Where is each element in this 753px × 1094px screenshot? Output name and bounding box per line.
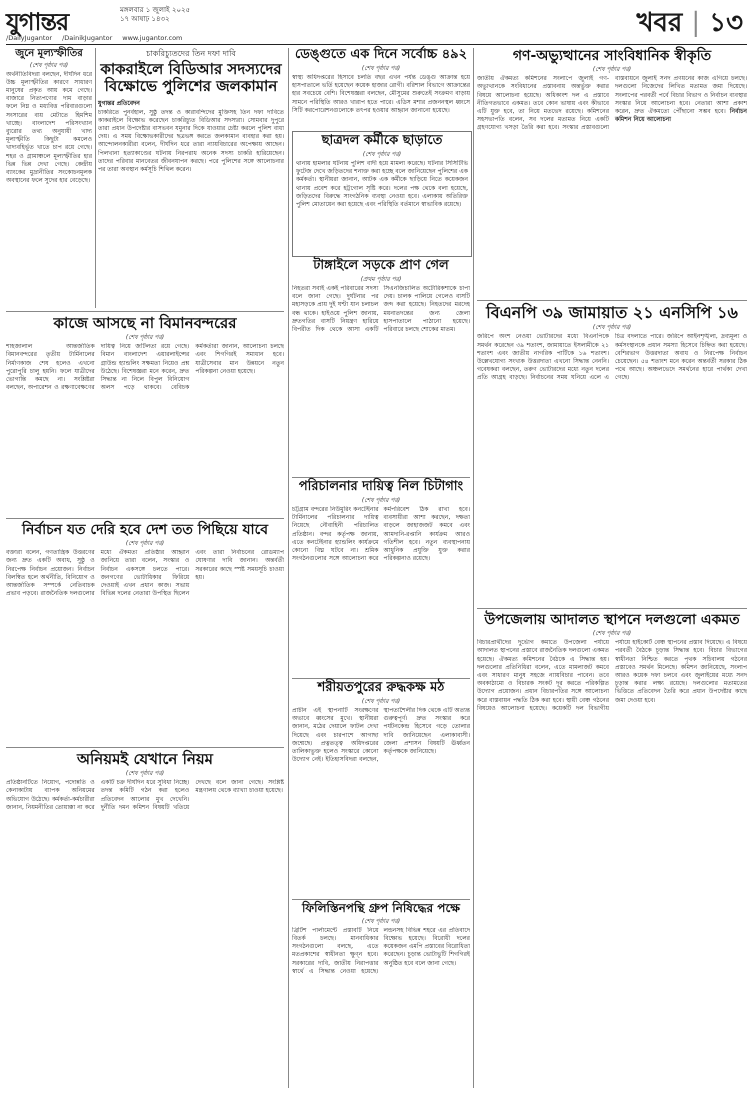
article-body: চাকরিতে পুনর্বহাল, সুষ্ঠু তদন্ত ও কারাবন্দিদের মুক্তিসহ তিন দফা দাবিতে কাকরাইলে বিক্ষোভ করেছেন চাকরিচ্যুত বিডিআর সদস্যরা। সোমবার দুপুরে তারা প্রধান উপদেষ্টার বাসভবন যমুনার দিকে যাওয়ার চেষ্টা করলে পুলিশ বাধা দেয়। এ সময় বিক্ষোভকারীদের ছত্রভঙ্গ করতে জলকামান ব্যবহার করা হয়। আন্দোলনকারীরা বলেন, দীর্ঘদিন ধরে তারা ন্যায়বিচারের অপেক্ষায় আছেন। পিলখানা হত্যাকাণ্ডের ঘটনায় নিরপরাধ অনেক সদস্য চাকরি হারিয়েছেন। তাদের পরিবার মানবেতর জীবনযাপন করছে। পরে পুলিশের সঙ্গে আলোচনার পর তারা অবস্থান কর্মসূচি শিথিল করেন। <box>98 108 284 173</box>
kicker: চাকরিচ্যুতদের তিন দফা দাবি <box>146 49 236 58</box>
article-chhatradal <box>292 131 472 257</box>
article-body: চট্টগ্রাম বন্দরের নিউমুরিং কনটেইনার টার্মিনালের পরিচালনার দায়িত্ব নিয়েছে নৌবাহিনী পরিচালিত প্রতিষ্ঠান। বন্দর কর্তৃপক্ষ জানায়, এতে কনটেইনার হ্যান্ডলিং কার্যক্রমে কোনো বিঘ্ন ঘটবে না। শ্রমিক সংগঠনগুলোর সঙ্গে আলোচনা করে কর্মপরিবেশ ঠিক রাখা হবে। ব্যবসায়ীরা আশা করছেন, দক্ষতা বাড়লে জাহাজজট কমবে এবং আমদানি-রপ্তানি কার্যক্রম আরও গতিশীল হবে। নতুন ব্যবস্থাপনায় আধুনিক প্রযুক্তি যুক্ত করার পরিকল্পনাও রয়েছে। <box>292 505 470 563</box>
twitter-link[interactable]: /DainikJugantor <box>62 34 113 42</box>
section-rule <box>6 747 284 748</box>
article-text: জাতীয় ঐকমত্য কমিশনের সংলাপে জুলাই গণ-অভ্যুত্থানকে সংবিধানের প্রস্তাবনায় অন্তর্ভুক্ত করার বিষয়ে আলোচনা হয়েছে। অধিকাংশ দল এ প্রস্তাবে নীতিগতভাবে একমত। তবে কোন ভাষায় এবং কীভাবে এটি যুক্ত হবে, তা নিয়ে মতভেদ রয়েছে। কমিশনের সহসভাপতি বলেন, সব দলের মতামত নিয়ে একটি গ্রহণযোগ্য খসড়া তৈরি করা হবে। সংস্কার প্রস্তাবগুলো বাস্তবায়নে জুলাই সনদ প্রণয়নের কাজ এগিয়ে চলছে। দলগুলো নিজেদের লিখিত মতামত জমা দিয়েছে। সংলাপের পরবর্তী পর্বে বিচার বিভাগ ও নির্বাচন ব্যবস্থার সংস্কার নিয়ে আলোচনা হবে। নেতারা আশা প্রকাশ করেন, দ্রুত ঐকমত্যে পৌঁছানো সম্ভব হবে। <box>477 75 747 132</box>
column-divider <box>95 48 96 308</box>
article-body: ব্রিটিশ পার্লামেন্টে প্রস্তাবটি নিয়ে বিতর্ক চলছে। মানবাধিকার সংগঠনগুলো বলছে, এতে মতপ্রকাশের স্বাধীনতা ক্ষুণ্ন হবে। সরকারের দাবি, জাতীয় নিরাপত্তার স্বার্থে এ সিদ্ধান্ত নেওয়া হয়েছে। লন্ডনসহ বিভিন্ন শহরে এর প্রতিবাদে বিক্ষোভ হয়েছে। বিরোধী দলের কয়েকজন এমপি প্রস্তাবের বিরোধিতা করেছেন। চূড়ান্ত ভোটাভুটি শিগগিরই অনুষ্ঠিত হবে বলে জানা গেছে। <box>292 926 470 975</box>
article-body: জরিপে অংশ নেওয়া ভোটারদের মধ্যে বিএনপিকে সমর্থন করেছেন ৩৯ শতাংশ, জামায়াতে ইসলামীকে ২১ শতাংশ এবং জাতীয় নাগরিক পার্টিকে ১৬ শতাংশ। উল্লেখযোগ্য সংখ্যক উত্তরদাতা এখনো সিদ্ধান্ত নেননি। গবেষকরা বলছেন, তরুণ ভোটারদের মধ্যে নতুন দলের প্রতি আগ্রহ বাড়ছে। নির্বাচনের সময় ঘনিয়ে এলে এ চিত্র বদলাতে পারে। জরিপে আইনশৃঙ্খলা, দ্রব্যমূল্য ও কর্মসংস্থানকে প্রধান সমস্যা হিসেবে চিহ্নিত করা হয়েছে। বেশিরভাগ উত্তরদাতা অবাধ ও নিরপেক্ষ নির্বাচন চেয়েছেন। ৫৪ শতাংশ মনে করেন অন্তর্বর্তী সরকার ঠিক পথে আছে। অঞ্চলভেদে সমর্থনের হারে পার্থক্য দেখা গেছে। <box>477 333 747 382</box>
date-info <box>120 6 190 24</box>
article-inflation <box>6 48 92 308</box>
section-header <box>636 2 743 46</box>
section-rule <box>6 518 284 519</box>
article-upazila-court <box>477 612 747 1088</box>
headline: অনিয়মই যেখানে নিয়ম <box>77 750 213 768</box>
continuation-note: (শেষ পৃষ্ঠার পর) <box>592 66 632 74</box>
continuation-note: (শেষ পৃষ্ঠার পর) <box>125 334 165 342</box>
article-bdr-protest <box>98 48 284 308</box>
section-rule <box>477 300 747 301</box>
column-divider <box>288 48 289 1088</box>
headline: কাকরাইলে বিডিআর সদস্যদের বিক্ষোভে পুলিশের জলকামান <box>100 60 282 96</box>
headline: জুনে মূল্যস্ফীতির <box>15 48 83 59</box>
article-body: শাহজালাল আন্তর্জাতিক বিমানবন্দরের তৃতীয় টার্মিনালের নির্মাণকাজ শেষ হলেও এখনো পুরোপুরি চালু হয়নি। ফলে যাত্রীদের ভোগান্তি কমছে না। সংশ্লিষ্টরা বলছেন, অপারেশন ও রক্ষণাবেক্ষণের দায়িত্ব নিয়ে জটিলতা রয়ে গেছে। বিমান বাংলাদেশ এয়ারলাইন্সের গ্রাউন্ড হ্যান্ডলিং সক্ষমতা নিয়েও প্রশ্ন উঠেছে। বিশেষজ্ঞরা মনে করেন, দ্রুত সিদ্ধান্ত না নিলে বিপুল বিনিয়োগ অলস পড়ে থাকবে। বেবিচক কর্মকর্তারা জানান, আলোচনা চলছে এবং শিগগিরই সমাধান হবে। যাত্রীসেবার মান উন্নয়নে নতুন পরিকল্পনা নেওয়া হয়েছে। <box>6 343 284 392</box>
date-line-bangla: ১৭ আষাঢ় ১৪৩২ <box>120 15 170 23</box>
article-body: থানায় হামলার ঘটনায় পুলিশ বাদী হয়ে মামলা করেছে। ঘটনার সিসিটিভি ফুটেজ দেখে জড়িতদের শনাক্ত করা হচ্ছে বলে জানিয়েছেন পুলিশের এক কর্মকর্তা। স্থানীয়রা জানান, আটক এক কর্মীকে ছাড়িয়ে নিতে কয়েকজন থানায় প্রবেশ করে হট্টগোল সৃষ্টি করে। দলের পক্ষ থেকে বলা হয়েছে, জড়িতদের বিরুদ্ধে সাংগঠনিক ব্যবস্থা নেওয়া হবে। এলাকায় অতিরিক্ত পুলিশ মোতায়েন করা হয়েছে এবং পরিস্থিতি বর্তমানে স্বাভাবিক রয়েছে। <box>296 159 468 208</box>
article-body: প্রতিষ্ঠানটিতে নিয়োগ, পদোন্নতি ও কেনাকাটায় ব্যাপক অনিয়মের অভিযোগ উঠেছে। কর্মকর্তা-কর্মচারীরা জানান, নিয়মনীতির তোয়াক্কা না করে একটি চক্র দীর্ঘদিন ধরে সুবিধা নিচ্ছে। তদন্ত কমিটি গঠন করা হলেও প্রতিবেদন আলোর মুখ দেখেনি। দুর্নীতি দমন কমিশন বিষয়টি খতিয়ে দেখছে বলে জানা গেছে। সংশ্লিষ্ট মন্ত্রণালয় থেকে ব্যাখ্যা চাওয়া হয়েছে। <box>6 779 284 811</box>
headline: কাজে আসছে না বিমানবন্দরের <box>53 314 237 332</box>
masthead-rule <box>6 44 747 45</box>
article-chittagong-port <box>292 480 470 675</box>
article-constitutional-recognition <box>477 48 747 296</box>
article-body: অর্থনীতিবিদরা বলছেন, দীর্ঘদিন ধরে উচ্চ মূল্যস্ফীতির কারণে সাধারণ মানুষের প্রকৃত আয় কমে গেছে। বাজারে নিত্যপণ্যের দাম বাড়ার ফলে নিম্ন ও মধ্যবিত্ত পরিবারগুলো সংসারের ব্যয় মেটাতে হিমশিম খাচ্ছে। বাংলাদেশ পরিসংখ্যান ব্যুরোর তথ্য অনুযায়ী খাদ্য মূল্যস্ফীতি কিছুটা কমলেও খাদ্যবহির্ভূত খাতে চাপ রয়ে গেছে। শহর ও গ্রামাঞ্চলে মূল্যস্ফীতির হার ভিন্ন ভিন্ন দেখা গেছে। কেন্দ্রীয় ব্যাংকের মুদ্রানীতির সংকোচনমূলক অবস্থানের ফলে সুদের হার বেড়েছে। <box>6 70 92 185</box>
article-airport <box>6 315 284 515</box>
headline: ছাত্রদল কর্মীকে ছাড়াতে <box>321 133 443 148</box>
headline: শরীয়তপুরের রুদ্ধকক্ষ মঠ <box>317 680 445 695</box>
article-dengue <box>292 48 470 128</box>
subheading: নির্বাচন কমিশন নিয়ে আলোচনা <box>615 107 747 124</box>
date-line: মঙ্গলবার ১ জুলাই ২০২৫ <box>120 6 191 14</box>
continuation-note: (শেষ পৃষ্ঠার পর) <box>362 150 402 158</box>
section-name: খবর <box>636 8 683 38</box>
article-election-delay <box>6 522 284 744</box>
headline: বিএনপি ৩৯ জামায়াত ২১ এনসিপি ১৬ <box>486 303 738 322</box>
headline: ডেঙ্গুতে এক দিনে সর্বোচ্চ ৪৯২ <box>294 47 468 62</box>
continuation-note: (শেষ পৃষ্ঠার পর) <box>125 540 165 548</box>
article-body: প্রাচীন এই স্থাপনাটি সংরক্ষণের অভাবে ধ্বংসের মুখে। স্থানীয়রা জানান, মঠের দেয়ালে ফাটল দেখা দিয়েছে এবং চারপাশে আগাছা জন্মেছে। প্রত্নতত্ত্ব অধিদপ্তরের তালিকাভুক্ত হলেও সংস্কারে কোনো উদ্যোগ নেই। ইতিহাসবিদরা বলছেন, স্থাপত্যশৈলীর দিক থেকে এটি অত্যন্ত গুরুত্বপূর্ণ। দ্রুত সংস্কার করে পর্যটনকেন্দ্র হিসেবে গড়ে তোলার দাবি জানিয়েছেন এলাকাবাসী। জেলা প্রশাসন বিষয়টি ঊর্ধ্বতন কর্তৃপক্ষকে জানিয়েছে। <box>292 706 470 764</box>
newspaper-logo: যুগান্তর <box>6 7 69 36</box>
continuation-note: (প্রথম পৃষ্ঠার পর) <box>360 275 402 283</box>
section-rule <box>292 899 470 900</box>
continuation-note: (শেষ পৃষ্ঠার পর) <box>29 61 69 69</box>
website-link[interactable]: www.jugantor.com <box>122 34 183 42</box>
article-shariatpur-math <box>292 681 470 896</box>
article-palestine-group <box>292 902 470 1088</box>
section-rule <box>6 311 284 312</box>
article-survey-result <box>477 304 747 604</box>
byline: যুগান্তর প্রতিবেদন <box>98 99 140 107</box>
continuation-note: (শেষ পৃষ্ঠার পর) <box>592 324 632 332</box>
article-tangail-accident <box>292 259 470 474</box>
page-number: ১৩ <box>709 8 743 38</box>
section-rule <box>292 477 470 478</box>
divider-bar: | <box>691 8 701 38</box>
article-body: নিহতরা সবাই একই পরিবারের সদস্য বলে জানা গেছে। দুর্ঘটনার পর মহাসড়কে প্রায় দুই ঘণ্টা যান চলাচল বন্ধ থাকে। হাইওয়ে পুলিশ জানায়, দ্রুতগতির বাসটি নিয়ন্ত্রণ হারিয়ে বিপরীত দিক থেকে আসা একটি সিএনজিচালিত অটোরিকশাকে চাপা দেয়। চালক পালিয়ে গেলেও বাসটি জব্দ করা হয়েছে। নিহতদের মরদেহ ময়নাতদন্তের জন্য জেলা হাসপাতালে পাঠানো হয়েছে। পরিবারে চলছে শোকের মাতম। <box>292 284 470 333</box>
article-body <box>477 75 747 295</box>
facebook-link[interactable]: /DailyJugantor <box>6 34 53 42</box>
continuation-note: (শেষ পৃষ্ঠার পর) <box>361 496 401 504</box>
continuation-note: (শেষ পৃষ্ঠার পর) <box>361 64 401 72</box>
section-rule <box>477 608 747 609</box>
headline: গণ-অভ্যুত্থানের সাংবিধানিক স্বীকৃতি <box>512 48 712 64</box>
article-body: বিচারপ্রার্থীদের দুর্ভোগ কমাতে উপজেলা পর্যায়ে আদালত স্থাপনের প্রস্তাবে রাজনৈতিক দলগুলো একমত হয়েছে। ঐকমত্য কমিশনের বৈঠকে এ সিদ্ধান্ত হয়। দলগুলোর প্রতিনিধিরা বলেন, এতে মামলাজট কমবে এবং সাধারণ মানুষ সহজে ন্যায়বিচার পাবেন। তবে অবকাঠামো ও বিচারক সংকট দূর করতে পরিকল্পিত উদ্যোগ প্রয়োজন। প্রধান বিচারপতির সঙ্গে আলোচনা করে বাস্তবায়ন পদ্ধতি ঠিক করা হবে। স্থায়ী বেঞ্চ গঠনের বিষয়েও আলোচনা হয়েছে। কয়েকটি দল বিভাগীয় পর্যায়ে হাইকোর্ট বেঞ্চ স্থাপনের প্রস্তাব দিয়েছে। এ বিষয়ে পরবর্তী বৈঠকে চূড়ান্ত সিদ্ধান্ত হবে। বিচার বিভাগের স্বাধীনতা নিশ্চিত করতে পৃথক সচিবালয় গঠনের প্রস্তাবেও সমর্থন মিলেছে। কমিশন জানিয়েছে, সংলাপ আরও কয়েক দফা চলবে এবং জুলাইয়ের মধ্যে সনদ চূড়ান্ত করার লক্ষ্য রয়েছে। দলগুলোর মতামতের ভিত্তিতে প্রতিবেদন তৈরি করে প্রধান উপদেষ্টার কাছে জমা দেওয়া হবে। <box>477 639 747 712</box>
social-links <box>6 34 182 42</box>
continuation-note: (শেষ পৃষ্ঠার পর) <box>361 697 401 705</box>
article-body: স্বাস্থ্য অধিদপ্তরের হিসাবে চলতি বছর এখন পর্যন্ত ডেঙ্গু আক্রান্ত হয়ে হাসপাতালে ভর্তি হয়েছেন কয়েক হাজার রোগী। বরিশাল বিভাগে আক্রান্তের হার সবচেয়ে বেশি। বিশেষজ্ঞরা বলছেন, মৌসুমের শুরুতেই সংক্রমণ বাড়ায় সামনে পরিস্থিতি আরও খারাপ হতে পারে। এডিস মশার প্রজননস্থল ধ্বংসে সিটি করপোরেশনগুলোকে তৎপর হওয়ার আহ্বান জানানো হয়েছে। <box>292 73 470 114</box>
headline: ফিলিস্তিনপন্থি গ্রুপ নিষিদ্ধের পক্ষে <box>301 901 461 915</box>
headline: উপজেলায় আদালত স্থাপনে দলগুলো একমত <box>484 612 740 628</box>
headline: পরিচালনার দায়িত্ব নিল চিটাগাং <box>298 479 464 494</box>
section-rule <box>292 678 470 679</box>
continuation-note: (শেষ পৃষ্ঠার পর) <box>592 630 632 638</box>
article-body: বক্তারা বলেন, গণতান্ত্রিক উত্তরণের জন্য দ্রুত একটি অবাধ, সুষ্ঠু ও নিরপেক্ষ নির্বাচন প্রয়োজন। নির্বাচন বিলম্বিত হলে অর্থনীতি, বিনিয়োগ ও আন্তর্জাতিক সম্পর্কে নেতিবাচক প্রভাব পড়বে। রাজনৈতিক দলগুলোর মধ্যে ঐকমত্য প্রতিষ্ঠার আহ্বান জানিয়ে তারা বলেন, সংস্কার ও নির্বাচন একসঙ্গে চলতে পারে। জনগণের ভোটাধিকার ফিরিয়ে দেওয়াই এখন প্রধান কাজ। সভায় বিভিন্ন দলের নেতারা উপস্থিত ছিলেন এবং তারা নির্বাচনের রোডম্যাপ ঘোষণার দাবি জানান। অন্তর্বর্তী সরকারের কাছে স্পষ্ট সময়সূচি চাওয়া হয়। <box>6 549 284 598</box>
headline: টাঙ্গাইলে সড়কে প্রাণ গেল <box>313 258 449 273</box>
column-divider <box>473 48 474 1088</box>
headline: নির্বাচন যত দেরি হবে দেশ তত পিছিয়ে যাবে <box>21 522 269 538</box>
continuation-note: (শেষ পৃষ্ঠার পর) <box>361 917 401 925</box>
article-irregularity <box>6 751 284 1088</box>
continuation-note: (শেষ পৃষ্ঠার পর) <box>125 770 165 778</box>
